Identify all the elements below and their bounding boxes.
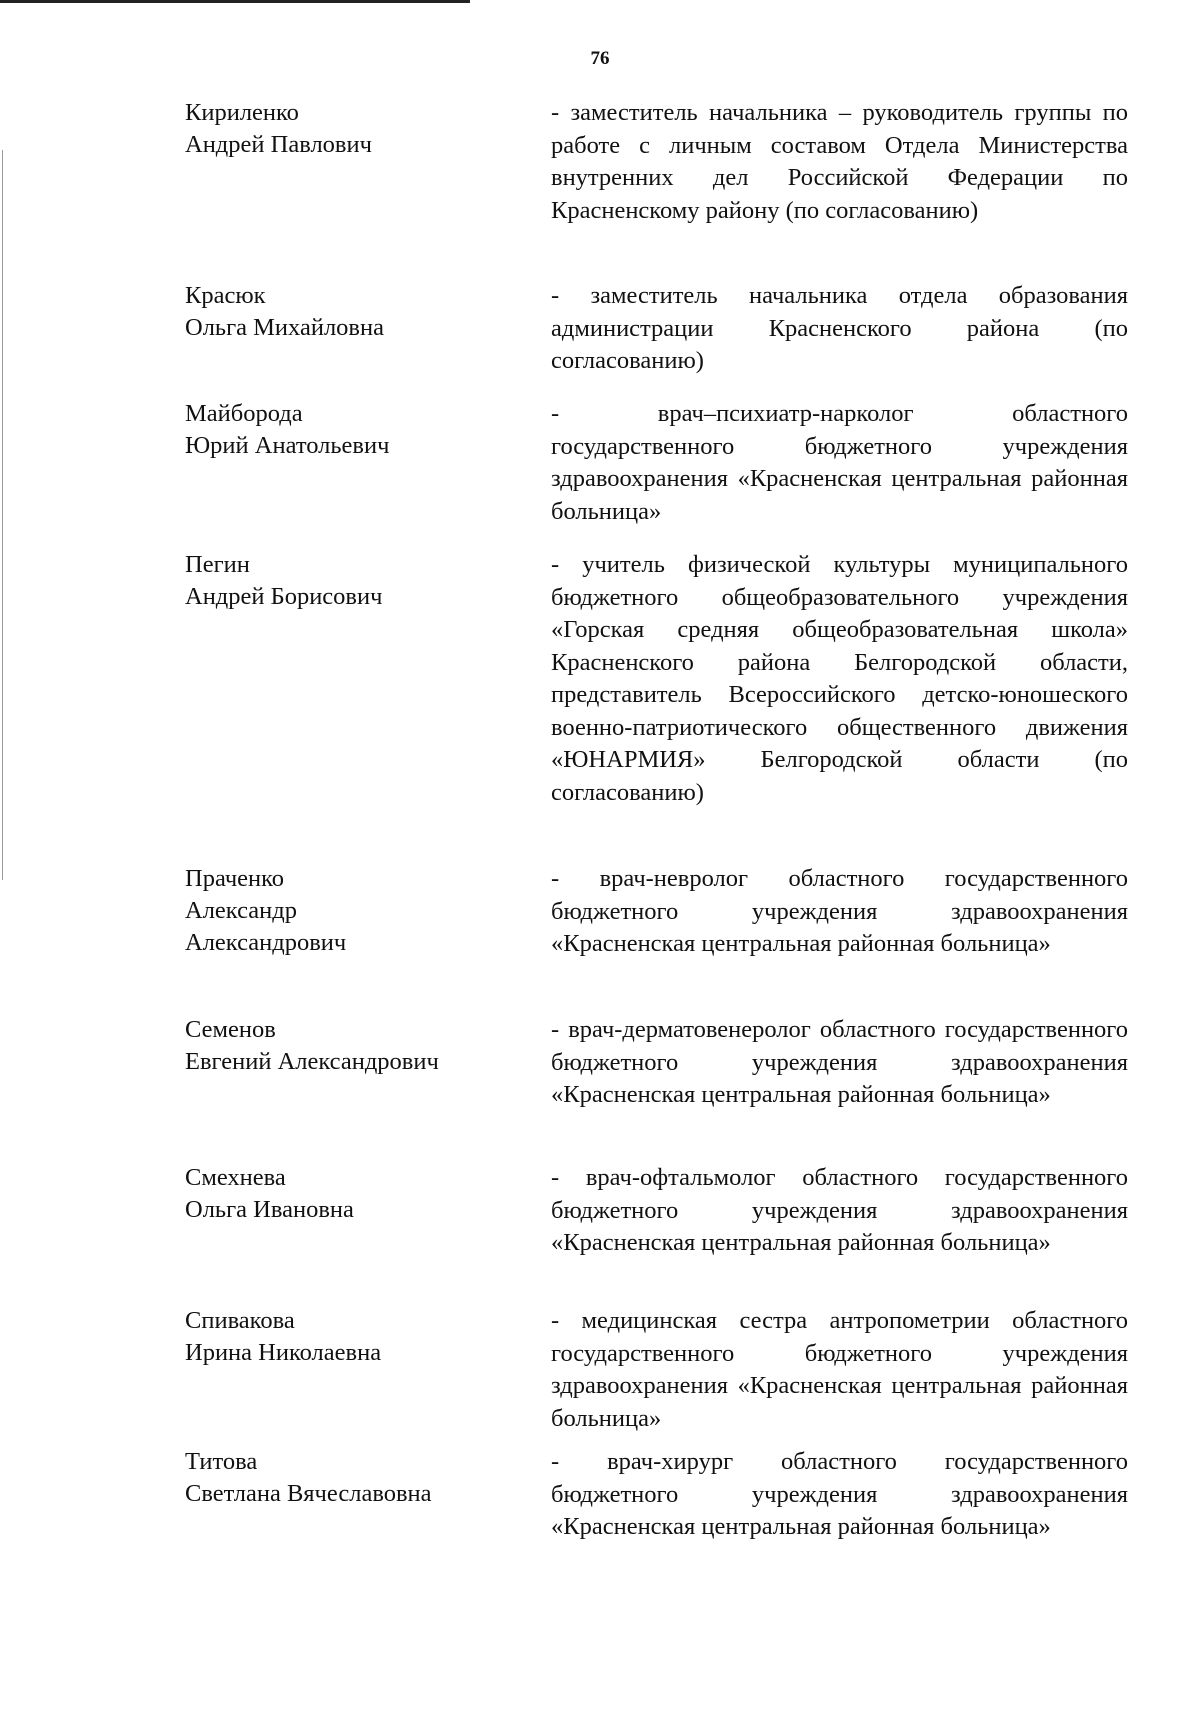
member-surname: Майборода <box>185 400 303 427</box>
member-position: - врач-невролог областного государственного бюджетного учреждения здравоохранения «Красненская центральная районная больница» <box>551 865 1128 957</box>
member-name <box>185 549 515 613</box>
page-number: 76 <box>590 48 610 69</box>
member-given-names: Андрей Павлович <box>185 131 372 158</box>
member-position: - врач-офтальмолог областного государственного бюджетного учреждения здравоохранения «Красненская центральная районная больница» <box>551 1164 1128 1256</box>
member-surname: Спивакова <box>185 1307 295 1334</box>
member-surname: Титова <box>185 1448 258 1475</box>
member-surname: Смехнева <box>185 1164 286 1191</box>
member-given-names: Александр <box>185 897 297 924</box>
member-given-names: Юрий Анатольевич <box>185 432 390 459</box>
member-position: - медицинская сестра антропометрии областного государственного бюджетного учреждения здравоохранения «Красненская центральная районная больница» <box>551 1307 1128 1432</box>
member-surname: Праченко <box>185 865 285 892</box>
member-given-names: Светлана Вячеславовна <box>185 1480 432 1507</box>
member-name <box>185 1014 515 1078</box>
member-surname: Красюк <box>185 282 266 309</box>
member-position: - врач-дерматовенеролог областного государственного бюджетного учреждения здравоохранения «Красненская центральная районная больница» <box>551 1016 1128 1108</box>
member-given-names: Ирина Николаевна <box>185 1339 382 1366</box>
member-name <box>185 398 515 462</box>
member-name <box>185 1305 515 1369</box>
member-surname: Пегин <box>185 551 250 578</box>
member-given-names: Ольга Михайловна <box>185 314 384 341</box>
member-given-names: Евгений Александрович <box>185 1048 439 1075</box>
scan-border-top <box>0 0 470 3</box>
member-position: - врач–психиатр-нарколог областного государственного бюджетного учреждения здравоохранения «Красненская центральная районная больница» <box>551 400 1128 525</box>
member-name <box>185 1446 515 1510</box>
member-position: - учитель физической культуры муниципального бюджетного общеобразовательного учреждения «Горская средняя общеобразовательная школа» Красненского района Белгородской области, представитель Всероссийского детско-юношеского военно-патриотического общественного движения «ЮНАРМИЯ» Белгородской области (по согласованию) <box>551 551 1128 806</box>
member-given-names: Андрей Борисович <box>185 583 383 610</box>
member-name <box>185 280 515 344</box>
member-name <box>185 863 515 959</box>
member-position: - заместитель начальника отдела образования администрации Красненского района (по согласованию) <box>551 282 1128 374</box>
member-name <box>185 1162 515 1226</box>
member-name <box>185 97 515 161</box>
member-given-names: Ольга Ивановна <box>185 1196 354 1223</box>
member-given-names: Александрович <box>185 929 347 956</box>
member-surname: Кириленко <box>185 99 299 126</box>
scan-border-left <box>2 150 3 880</box>
member-surname: Семенов <box>185 1016 276 1043</box>
member-position: - врач-хирург областного государственного бюджетного учреждения здравоохранения «Красненская центральная районная больница» <box>551 1448 1128 1540</box>
member-position: - заместитель начальника – руководитель группы по работе с личным составом Отдела Министерства внутренних дел Российской Федерации по Красненскому району (по согласованию) <box>551 99 1128 224</box>
